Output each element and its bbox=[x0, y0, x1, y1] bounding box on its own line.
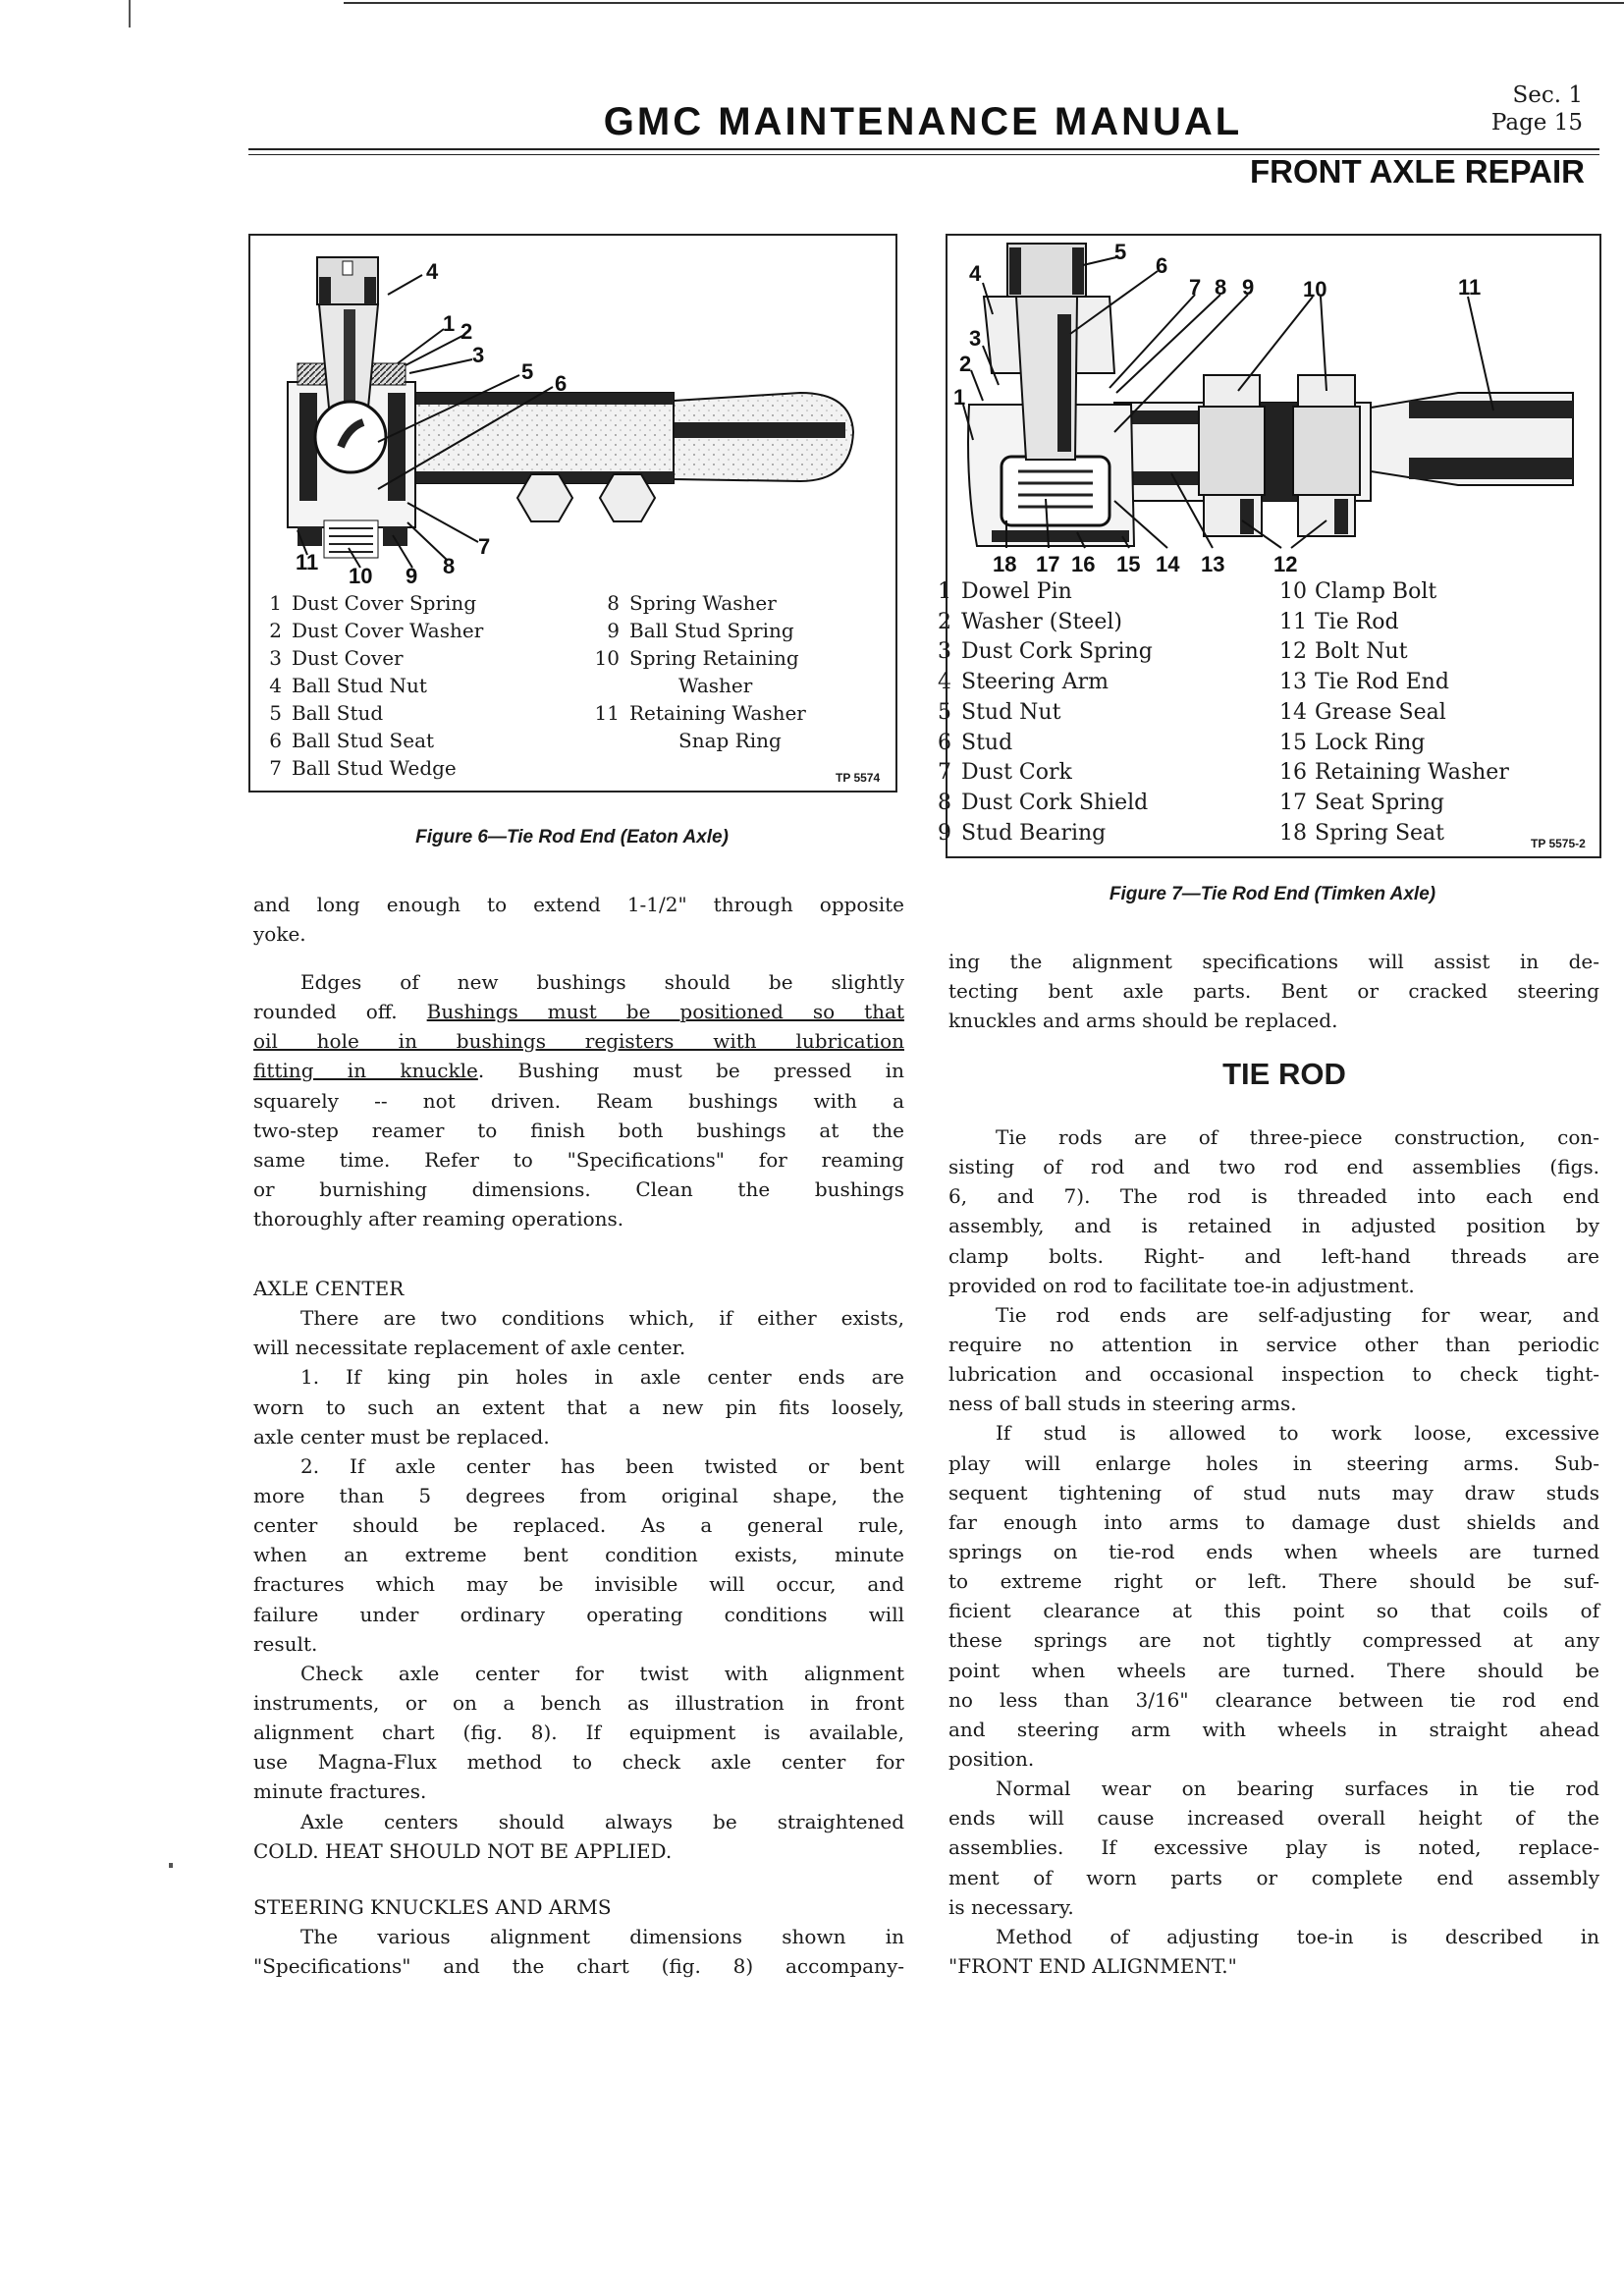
callout-1: 1 bbox=[443, 311, 456, 336]
legend-label: Spring Retaining bbox=[629, 646, 799, 670]
text-line: 1. If king pin holes in axle center ends are bbox=[300, 1365, 904, 1390]
legend-number: 1 bbox=[938, 579, 951, 604]
text-line: center should be replaced. As a general rule, bbox=[253, 1513, 904, 1538]
legend-item bbox=[594, 589, 806, 617]
text-line: and steering arm with wheels in straight ahead bbox=[948, 1717, 1599, 1741]
callout-6: 6 bbox=[1156, 253, 1168, 278]
callout-17: 17 bbox=[1036, 552, 1060, 576]
ball-stud-nut bbox=[317, 257, 378, 304]
legend-item bbox=[1279, 789, 1509, 819]
page-number: Page 15 bbox=[1490, 110, 1583, 136]
text-line: If stud is allowed to work loose, excessive bbox=[996, 1421, 1599, 1446]
text-line: use Magna-Flux method to check axle center for bbox=[253, 1750, 904, 1775]
legend-item bbox=[926, 608, 1153, 638]
text-line: 6, and 7). The rod is threaded into each end bbox=[948, 1184, 1599, 1209]
text-line: is necessary. bbox=[948, 1894, 1074, 1919]
legend-label: Spring Seat bbox=[1315, 820, 1444, 846]
legend-item bbox=[256, 589, 483, 617]
legend-label: Ball Stud Nut bbox=[292, 674, 427, 697]
text-line: Method of adjusting toe-in is described in bbox=[996, 1924, 1599, 1948]
tie-rod-heading: TIE ROD bbox=[1222, 1057, 1346, 1091]
callout-5: 5 bbox=[1114, 240, 1127, 264]
text-line: point when wheels are turned. There should be bbox=[948, 1658, 1599, 1682]
legend-number: 11 bbox=[594, 701, 620, 725]
legend-label: Bolt Nut bbox=[1315, 639, 1408, 665]
text-line: worn to such an extent that a new pin fits loosely, bbox=[253, 1394, 904, 1419]
legend-number: 1 bbox=[269, 591, 282, 615]
legend-label: Stud Bearing bbox=[961, 820, 1107, 846]
text-line: sisting of rod and two rod end assemblies (figs. bbox=[948, 1155, 1599, 1179]
text-line: will necessitate replacement of axle center. bbox=[253, 1336, 686, 1360]
legend-label: Ball Stud Wedge bbox=[292, 756, 457, 780]
callout-15: 15 bbox=[1116, 552, 1141, 576]
text-line: The various alignment dimensions shown in bbox=[300, 1925, 904, 1949]
text-line: ness of ball studs in steering arms. bbox=[948, 1392, 1297, 1416]
legend-label: Steering Arm bbox=[961, 670, 1110, 695]
tapered-rod-end bbox=[674, 393, 853, 481]
text-line: axle center must be replaced. bbox=[253, 1424, 550, 1449]
text-line: "Specifications" and the chart (fig. 8) accompany- bbox=[253, 1954, 904, 1979]
legend-label: Tie Rod End bbox=[1315, 670, 1449, 695]
text-line: clamp bolts. Right- and left-hand threads are bbox=[948, 1243, 1599, 1268]
text-line: far enough into arms to damage dust shields and bbox=[948, 1509, 1599, 1534]
text-line: fractures which may be invisible will occur, and bbox=[253, 1572, 904, 1597]
callout-3: 3 bbox=[969, 326, 982, 351]
left-col-steering-knuckles bbox=[253, 1892, 904, 1981]
text-line: There are two conditions which, if either exists, bbox=[300, 1306, 904, 1331]
legend-label: Ball Stud Spring bbox=[629, 619, 794, 642]
text-line: squarely -- not driven. Ream bushings with a bbox=[253, 1088, 904, 1113]
legend-label: Tie Rod bbox=[1315, 609, 1399, 634]
subsection-heading: STEERING KNUCKLES AND ARMS bbox=[253, 1895, 612, 1919]
subsection-heading: AXLE CENTER bbox=[253, 1277, 405, 1300]
underlined-text: oil hole in bushings registers with lubrication bbox=[253, 1029, 904, 1054]
callout-2: 2 bbox=[959, 352, 972, 376]
text-line: when an extreme bent condition exists, minute bbox=[253, 1543, 904, 1567]
text-line: require no attention in service other than periodic bbox=[948, 1332, 1599, 1356]
legend-item bbox=[1279, 668, 1509, 698]
legend-number: 6 bbox=[938, 730, 951, 755]
legend-label: Stud Nut bbox=[961, 699, 1061, 725]
legend-item bbox=[1279, 637, 1509, 668]
text-line: Edges of new bushings should be slightly bbox=[300, 970, 904, 994]
figure-7-caption: Figure 7—Tie Rod End (Timken Axle) bbox=[1109, 884, 1436, 904]
underlined-text: Bushings must be positioned so that bbox=[426, 1000, 904, 1024]
legend-number: 11 bbox=[1279, 609, 1307, 634]
text-line: instruments, or on a bench as illustration in front bbox=[253, 1690, 904, 1715]
text-line: ing the alignment specifications will assist in de- bbox=[948, 950, 1599, 973]
legend-item bbox=[594, 644, 806, 672]
legend-label: Lock Ring bbox=[1315, 730, 1426, 755]
text-line: Normal wear on bearing surfaces in tie rod bbox=[996, 1777, 1599, 1801]
legend-item bbox=[256, 644, 483, 672]
legend-label: Dust Cover Washer bbox=[292, 619, 484, 642]
callout-13: 13 bbox=[1201, 552, 1225, 576]
callout-7: 7 bbox=[478, 534, 491, 559]
legend-label: Clamp Bolt bbox=[1315, 579, 1437, 604]
legend-number: 7 bbox=[269, 756, 282, 780]
callout-4: 4 bbox=[426, 259, 439, 284]
figure-6-legend-right bbox=[594, 589, 806, 754]
legend-item bbox=[256, 727, 483, 754]
section-title: FRONT AXLE REPAIR bbox=[1249, 153, 1585, 190]
figure-6-tp-number: TP 5574 bbox=[836, 771, 881, 785]
legend-number: 15 bbox=[1279, 730, 1307, 755]
text-line: alignment chart (fig. 8). If equipment is available, bbox=[253, 1721, 904, 1745]
legend-number: 5 bbox=[938, 699, 951, 725]
legend-label: Ball Stud Seat bbox=[292, 729, 435, 752]
legend-label: Grease Seal bbox=[1315, 699, 1446, 725]
left-col-block-2 bbox=[253, 967, 904, 1233]
callout-5: 5 bbox=[521, 359, 534, 384]
legend-number bbox=[594, 727, 620, 754]
callout-8: 8 bbox=[443, 554, 456, 578]
text-line: same time. Refer to "Specifications" for reaming bbox=[253, 1147, 904, 1172]
figure-7-tp-number: TP 5575-2 bbox=[1531, 837, 1586, 850]
text-line: two-step reamer to finish both bushings at the bbox=[253, 1118, 904, 1142]
left-col-axle-center bbox=[253, 1274, 904, 1866]
callout-8: 8 bbox=[1215, 275, 1227, 300]
legend-item bbox=[256, 617, 483, 644]
legend-item bbox=[926, 819, 1153, 849]
legend-label: Dust Cork bbox=[961, 760, 1072, 786]
legend-number: 17 bbox=[1279, 790, 1307, 815]
legend-number: 3 bbox=[938, 639, 951, 665]
callout-12: 12 bbox=[1273, 552, 1298, 576]
legend-number: 14 bbox=[1279, 699, 1307, 725]
legend-item bbox=[256, 699, 483, 727]
callout-14: 14 bbox=[1156, 552, 1180, 576]
legend-item bbox=[926, 758, 1153, 789]
callout-18: 18 bbox=[993, 552, 1017, 576]
callout-10: 10 bbox=[349, 564, 373, 588]
legend-item bbox=[1279, 698, 1509, 729]
scan-edge-line bbox=[344, 2, 1624, 4]
text-line: Tie rod ends are self-adjusting for wear, and bbox=[996, 1302, 1599, 1327]
legend-item bbox=[926, 729, 1153, 759]
legend-number: 6 bbox=[269, 729, 282, 752]
text-line: result. bbox=[253, 1631, 318, 1656]
legend-item bbox=[926, 698, 1153, 729]
legend-number: 18 bbox=[1279, 820, 1307, 846]
legend-label: Washer (Steel) bbox=[961, 609, 1122, 634]
callout-10: 10 bbox=[1303, 277, 1327, 301]
text-line: to extreme right or left. There should be suf- bbox=[948, 1569, 1599, 1594]
text-line: thoroughly after reaming operations. bbox=[253, 1207, 624, 1231]
legend-label: Stud bbox=[961, 730, 1013, 755]
legend-number: 9 bbox=[938, 820, 951, 846]
legend-number: 10 bbox=[1279, 579, 1307, 604]
text-line: yoke. bbox=[253, 922, 306, 947]
callout-2: 2 bbox=[460, 319, 473, 344]
text-line bbox=[253, 997, 904, 1026]
callout-7: 7 bbox=[1189, 275, 1202, 300]
text-line: more than 5 degrees from original shape, the bbox=[253, 1483, 904, 1507]
legend-label: Dust Cork Spring bbox=[961, 639, 1153, 665]
figure-7-legend-left bbox=[926, 577, 1153, 848]
legend-item bbox=[256, 754, 483, 782]
callout-1: 1 bbox=[953, 385, 966, 410]
legend-number: 8 bbox=[607, 591, 620, 615]
legend-item bbox=[1279, 758, 1509, 789]
legend-number: 9 bbox=[607, 619, 620, 642]
figure-6-illustration bbox=[250, 236, 895, 589]
legend-label: Ball Stud bbox=[292, 701, 384, 725]
scan-edge-tick bbox=[129, 0, 131, 27]
figure-6 bbox=[248, 234, 897, 793]
text-line: these springs are not tightly compressed at any bbox=[948, 1628, 1599, 1653]
callout-11: 11 bbox=[1458, 275, 1482, 300]
text-line: Tie rods are of three-piece construction, con- bbox=[996, 1125, 1599, 1149]
legend-label: Dowel Pin bbox=[961, 579, 1072, 604]
text-line: ment of worn parts or complete end assembly bbox=[948, 1865, 1599, 1889]
legend-label: Spring Washer bbox=[629, 591, 777, 615]
right-col-block-1 bbox=[948, 947, 1599, 1035]
figure-6-caption: Figure 6—Tie Rod End (Eaton Axle) bbox=[415, 827, 729, 847]
text-line: sequent tightening of stud nuts may draw studs bbox=[948, 1480, 1599, 1504]
legend-number: 4 bbox=[269, 674, 282, 697]
section-number: Sec. 1 bbox=[1512, 82, 1583, 108]
text-line: provided on rod to facilitate toe-in adjustment. bbox=[948, 1273, 1415, 1297]
text-line: springs on tie-rod ends when wheels are turned bbox=[948, 1539, 1599, 1563]
legend-label: Dust Cover bbox=[292, 646, 404, 670]
legend-item bbox=[1279, 819, 1509, 849]
manual-title: GMC MAINTENANCE MANUAL bbox=[603, 100, 1243, 143]
text-segment: . Bushing must be pressed in bbox=[477, 1059, 905, 1083]
stud-nut bbox=[1007, 244, 1086, 297]
legend-label: Retaining Washer bbox=[1315, 760, 1509, 786]
callout-9: 9 bbox=[406, 564, 418, 588]
callout-4: 4 bbox=[969, 261, 982, 286]
legend-number: 16 bbox=[1279, 760, 1307, 786]
figure-7-illustration bbox=[947, 236, 1599, 579]
text-line: failure under ordinary operating conditions will bbox=[253, 1602, 904, 1626]
text-line: no less than 3/16" clearance between tie rod end bbox=[948, 1687, 1599, 1712]
text-line: position. bbox=[948, 1746, 1035, 1771]
text-line: tecting bent axle parts. Bent or cracked steering bbox=[948, 979, 1599, 1004]
legend-label: Snap Ring bbox=[678, 729, 782, 752]
header-rule-top bbox=[248, 148, 1599, 150]
text-line: Axle centers should always be straightened bbox=[300, 1809, 904, 1833]
underlined-text: fitting in knuckle bbox=[253, 1059, 478, 1083]
legend-item bbox=[1279, 729, 1509, 759]
legend-label: Washer bbox=[678, 674, 753, 697]
legend-number: 10 bbox=[594, 646, 620, 670]
text-line: assembly, and is retained in adjusted position by bbox=[948, 1214, 1599, 1238]
legend-number: 5 bbox=[269, 701, 282, 725]
legend-item bbox=[1279, 577, 1509, 608]
legend-item bbox=[594, 727, 806, 754]
text-line: or burnishing dimensions. Clean the bushings bbox=[253, 1176, 904, 1201]
figure-7-legend-right bbox=[1279, 577, 1509, 848]
legend-number bbox=[594, 672, 620, 699]
right-col-tie-rod bbox=[948, 1122, 1599, 1981]
text-line: ends will cause increased overall height of the bbox=[948, 1806, 1599, 1831]
text-line: COLD. HEAT SHOULD NOT BE APPLIED. bbox=[253, 1838, 673, 1863]
tie-rod bbox=[1371, 393, 1573, 485]
legend-item bbox=[1279, 608, 1509, 638]
text-line bbox=[253, 1056, 904, 1085]
callout-9: 9 bbox=[1242, 275, 1255, 300]
legend-number: 2 bbox=[269, 619, 282, 642]
callout-11: 11 bbox=[296, 550, 319, 574]
text-line: ficient clearance at this point so that coils of bbox=[948, 1599, 1599, 1623]
legend-item bbox=[926, 789, 1153, 819]
callout-16: 16 bbox=[1071, 552, 1096, 576]
figure-7 bbox=[938, 234, 1601, 858]
scan-speck bbox=[169, 1863, 173, 1868]
legend-label: Dust Cover Spring bbox=[292, 591, 477, 615]
legend-number: 8 bbox=[938, 790, 951, 815]
legend-item bbox=[594, 672, 806, 699]
text-line: assemblies. If excessive play is noted, replace- bbox=[948, 1835, 1599, 1860]
legend-item bbox=[926, 577, 1153, 608]
legend-number: 12 bbox=[1279, 639, 1307, 665]
legend-label: Retaining Washer bbox=[629, 701, 806, 725]
text-line: lubrication and occasional inspection to check tight- bbox=[948, 1362, 1599, 1387]
legend-item bbox=[926, 637, 1153, 668]
legend-number: 13 bbox=[1279, 670, 1307, 695]
figure-6-legend-left bbox=[256, 589, 483, 782]
legend-item bbox=[594, 617, 806, 644]
legend-number: 3 bbox=[269, 646, 282, 670]
text-line: play will enlarge holes in steering arms. Sub- bbox=[948, 1450, 1599, 1475]
text-line: 2. If axle center has been twisted or bent bbox=[300, 1453, 904, 1478]
legend-item bbox=[926, 668, 1153, 698]
legend-item bbox=[594, 699, 806, 727]
legend-label: Dust Cork Shield bbox=[961, 790, 1149, 815]
legend-label: Seat Spring bbox=[1315, 790, 1444, 815]
text-segment: rounded off. bbox=[253, 1000, 427, 1024]
text-line: "FRONT END ALIGNMENT." bbox=[948, 1953, 1237, 1978]
legend-number: 4 bbox=[938, 670, 951, 695]
text-line: Check axle center for twist with alignment bbox=[300, 1661, 904, 1685]
callout-6: 6 bbox=[555, 371, 568, 396]
text-line: and long enough to extend 1-1/2" through opposite bbox=[253, 893, 904, 916]
legend-item bbox=[256, 672, 483, 699]
legend-number: 2 bbox=[938, 609, 951, 634]
left-col-block-1 bbox=[253, 890, 904, 949]
callout-3: 3 bbox=[472, 343, 485, 367]
legend-number: 7 bbox=[938, 760, 951, 786]
text-line: knuckles and arms should be replaced. bbox=[948, 1009, 1338, 1033]
text-line bbox=[253, 1026, 904, 1056]
text-line: minute fractures. bbox=[253, 1779, 427, 1804]
